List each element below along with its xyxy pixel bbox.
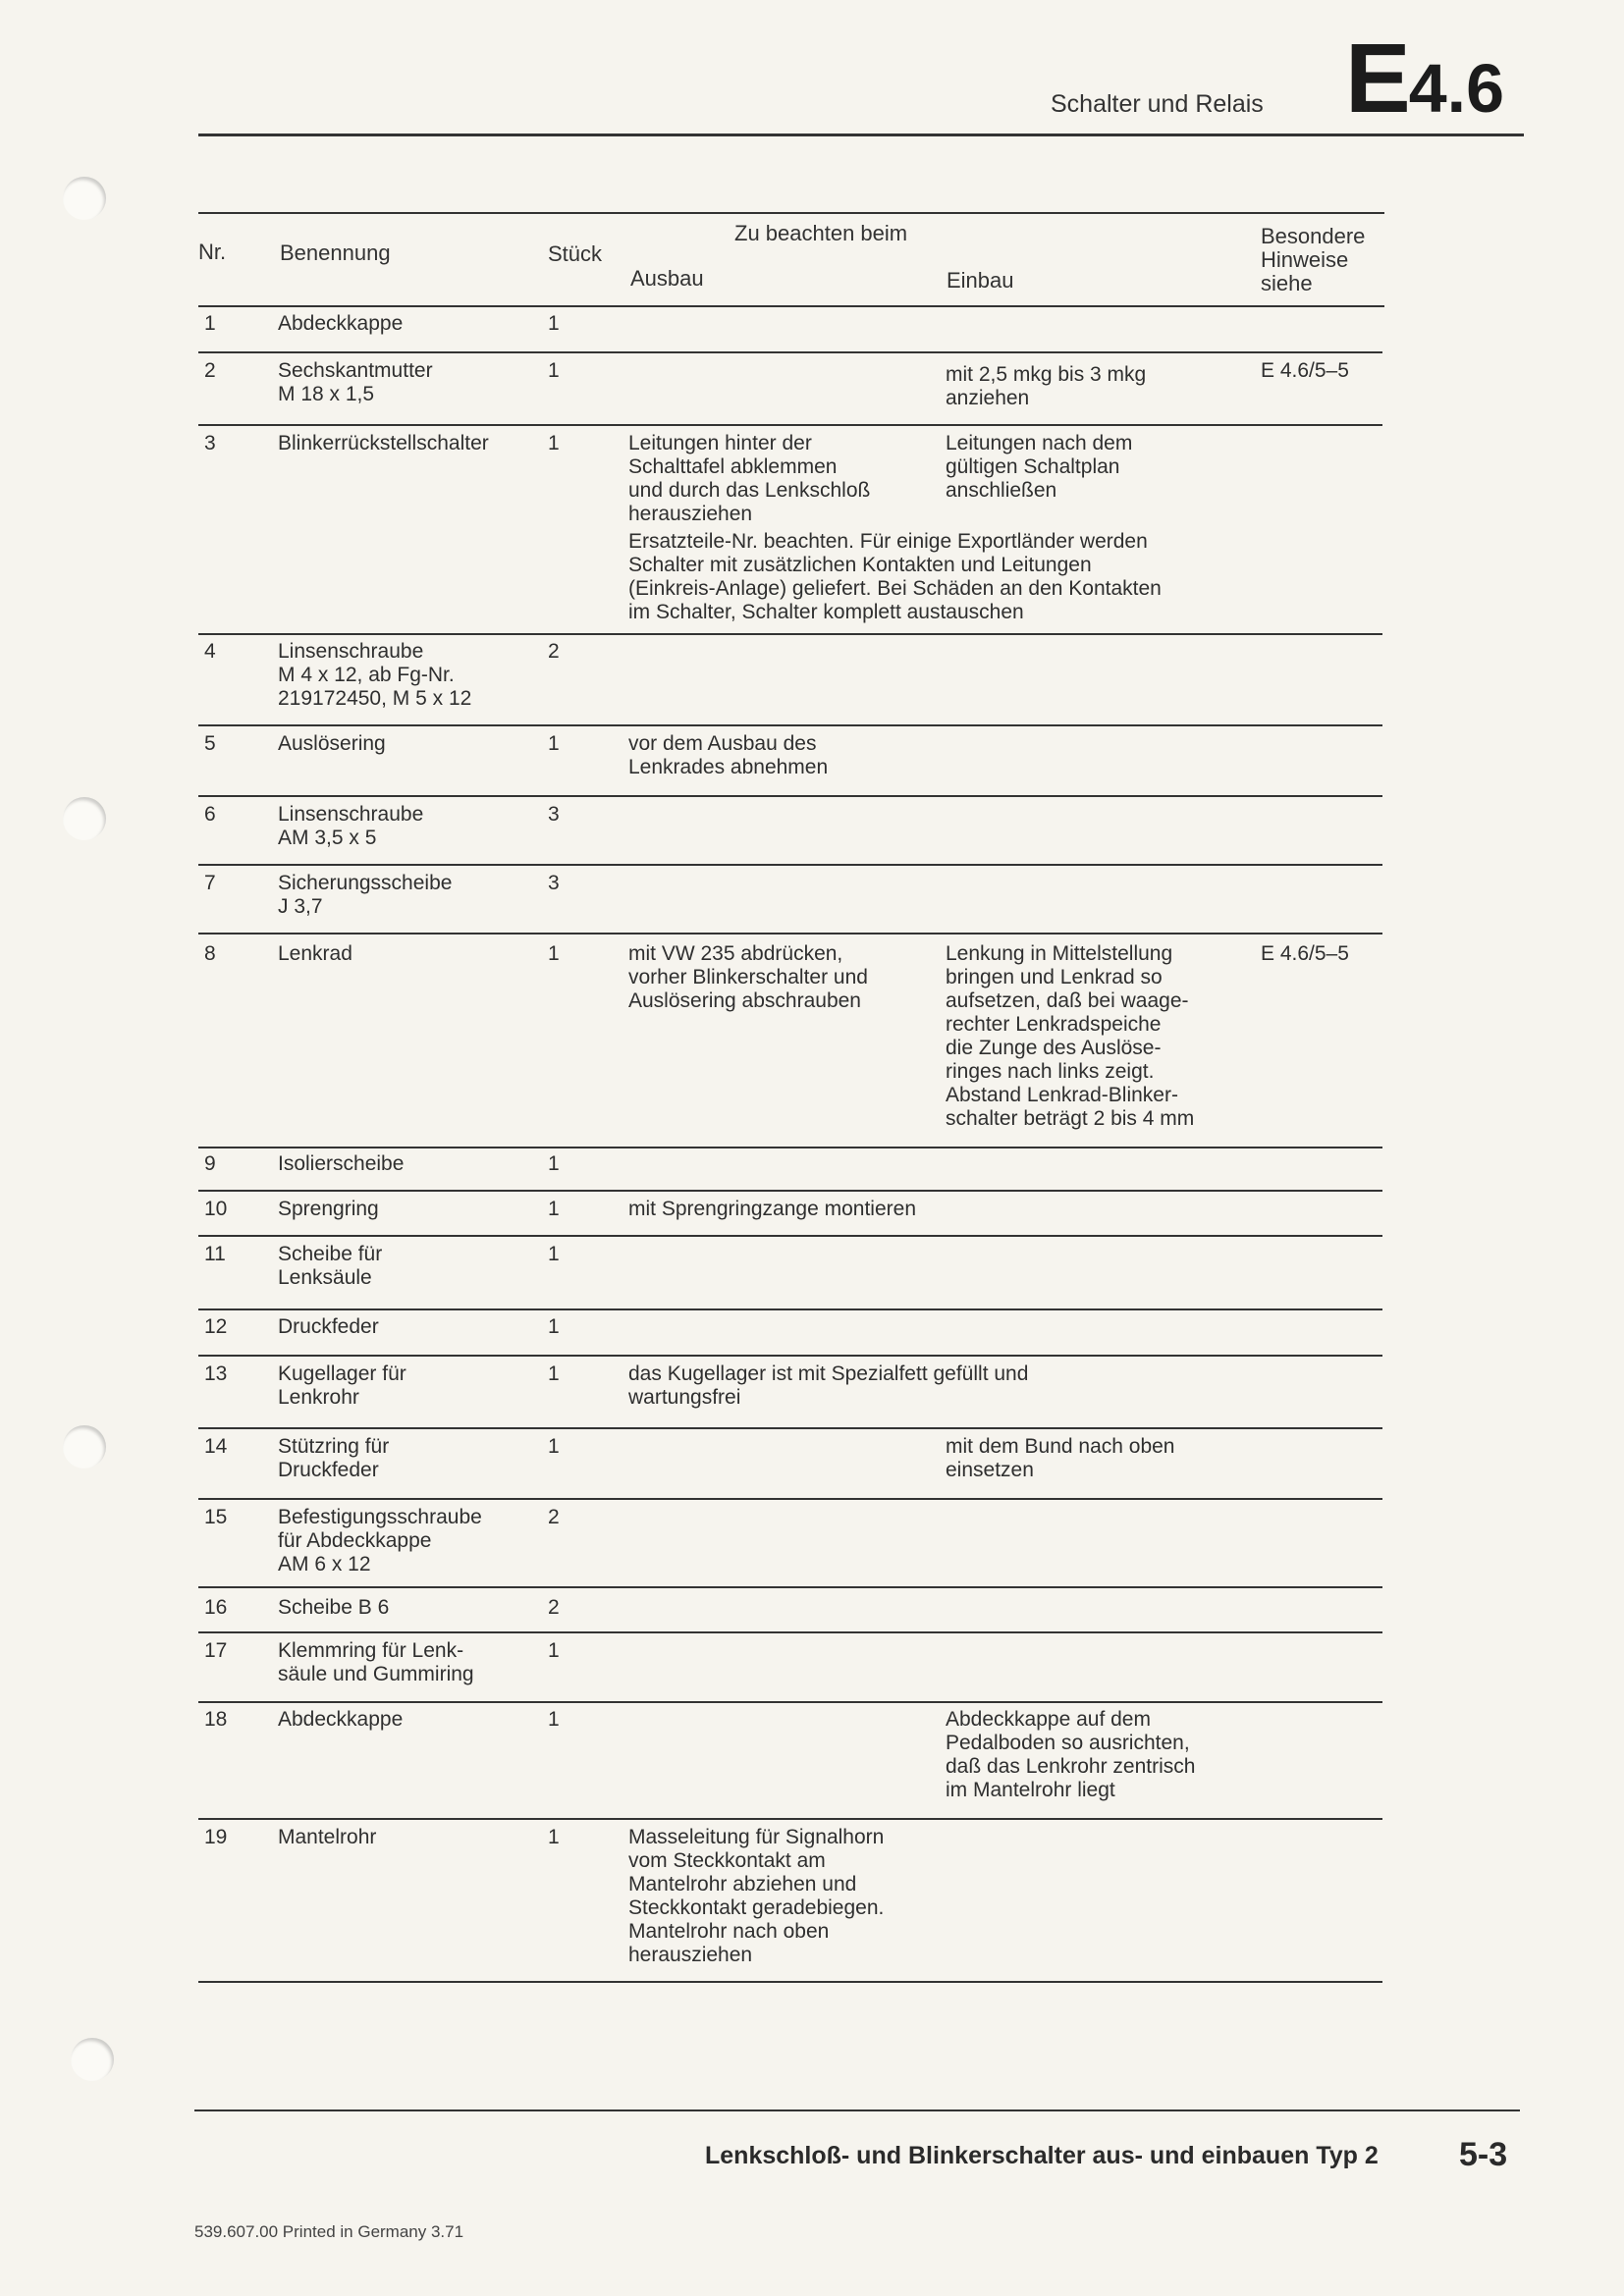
row-number: 6 <box>204 803 216 826</box>
row-part-name: Druckfeder <box>278 1315 379 1338</box>
row-part-name: Stützring für Druckfeder <box>278 1435 390 1481</box>
row-part-name: Scheibe für Lenksäule <box>278 1243 383 1289</box>
row-number: 4 <box>204 640 216 663</box>
row-divider <box>198 424 1382 426</box>
binder-hole <box>63 177 106 220</box>
row-quantity: 1 <box>548 1362 560 1385</box>
row-ausbau-note: Leitungen hinter der Schalttafel abklemmen und durch das Lenkschloß herausziehen <box>628 432 871 525</box>
row-number: 16 <box>204 1596 228 1619</box>
section-code-letter: E <box>1345 24 1409 133</box>
row-number: 15 <box>204 1506 228 1528</box>
row-part-name: Klemmring für Lenk- säule und Gummiring <box>278 1639 474 1685</box>
row-quantity: 1 <box>548 1708 560 1731</box>
header-einbau: Einbau <box>947 268 1014 293</box>
row-number: 10 <box>204 1198 228 1220</box>
row-einbau-note: Leitungen nach dem gültigen Schaltplan anschließen <box>946 432 1133 502</box>
row-quantity: 1 <box>548 1435 560 1458</box>
header-benennung: Benennung <box>280 240 391 265</box>
row-number: 19 <box>204 1826 228 1848</box>
row-quantity: 1 <box>548 1315 560 1338</box>
row-number: 14 <box>204 1435 228 1458</box>
header-ausbau: Ausbau <box>630 266 704 291</box>
row-ausbau-note: das Kugellager ist mit Spezialfett gefüllt und wartungsfrei <box>628 1362 1029 1409</box>
row-number: 1 <box>204 312 216 335</box>
table-top-rule <box>198 212 1384 214</box>
binder-hole <box>63 797 106 840</box>
row-divider <box>198 1235 1382 1237</box>
row-divider <box>198 1586 1382 1588</box>
row-divider <box>198 1818 1382 1820</box>
header-hinweise: Besondere Hinweise siehe <box>1261 224 1366 295</box>
row-part-name: Blinkerrückstellschalter <box>278 432 489 454</box>
row-number: 13 <box>204 1362 228 1385</box>
header-nr: Nr. <box>198 240 227 264</box>
row-quantity: 1 <box>548 312 560 335</box>
row-hinweise: E 4.6/5–5 <box>1261 359 1349 382</box>
header-rule <box>198 133 1524 136</box>
row-ausbau-note: vor dem Ausbau des Lenkrades abnehmen <box>628 732 829 778</box>
row-quantity: 3 <box>548 872 560 894</box>
row-divider <box>198 633 1382 635</box>
row-ausbau-note: Masseleitung für Signalhorn vom Steckkontakt am Mantelrohr abziehen und Steckkontakt geradebiegen. Mantelrohr nach oben herausziehen <box>628 1826 885 1966</box>
row-quantity: 1 <box>548 1639 560 1662</box>
row-quantity: 1 <box>548 942 560 965</box>
row-number: 2 <box>204 359 216 382</box>
row-einbau-note: mit 2,5 mkg bis 3 mkg anziehen <box>946 363 1147 409</box>
print-info: 539.607.00 Printed in Germany 3.71 <box>194 2222 464 2241</box>
footer-rule <box>194 2109 1520 2111</box>
row-divider <box>198 933 1382 934</box>
section-code-number: 4.6 <box>1408 50 1505 127</box>
row-divider <box>198 1190 1382 1192</box>
row-quantity: 1 <box>548 1243 560 1265</box>
row-divider <box>198 351 1382 353</box>
section-title: Schalter und Relais <box>1051 90 1264 118</box>
row-divider <box>198 1981 1382 1983</box>
row-general-note: Ersatzteile-Nr. beachten. Für einige Exportländer werden Schalter mit zusätzlichen Kontakten und Leitungen (Einkreis-Anlage) geliefert. Bei Schäden an den Kontakten im Schalter, Schalter komplett austauschen <box>628 530 1162 623</box>
row-quantity: 2 <box>548 1506 560 1528</box>
row-part-name: Befestigungsschraube für Abdeckkappe AM 6 x 12 <box>278 1506 482 1575</box>
row-einbau-note: Lenkung in Mittelstellung bringen und Lenkrad so aufsetzen, daß bei waage- rechter Lenkradspeiche die Zunge des Auslöse- ringes nach links zeigt. Abstand Lenkrad-Blinker- schalter beträgt 2 bis 4 mm <box>946 942 1195 1130</box>
row-part-name: Abdeckkappe <box>278 312 404 335</box>
row-einbau-note: mit dem Bund nach oben einsetzen <box>946 1435 1175 1481</box>
row-quantity: 1 <box>548 732 560 755</box>
row-part-name: Isolierscheibe <box>278 1152 405 1175</box>
header-zu-beachten: Zu beachten beim <box>734 221 908 245</box>
row-number: 9 <box>204 1152 216 1175</box>
row-quantity: 2 <box>548 640 560 663</box>
row-divider <box>198 1498 1382 1500</box>
row-divider <box>198 1355 1382 1357</box>
binder-hole <box>63 1425 106 1468</box>
row-part-name: Scheibe B 6 <box>278 1596 390 1619</box>
row-einbau-note: Abdeckkappe auf dem Pedalboden so ausrichten, daß das Lenkrohr zentrisch im Mantelrohr liegt <box>946 1708 1196 1801</box>
row-divider <box>198 1308 1382 1310</box>
row-number: 18 <box>204 1708 228 1731</box>
row-divider <box>198 864 1382 866</box>
row-part-name: Sprengring <box>278 1198 379 1220</box>
row-number: 5 <box>204 732 216 755</box>
footer-title: Lenkschloß- und Blinkerschalter aus- und einbauen Typ 2 <box>705 2142 1379 2169</box>
row-number: 17 <box>204 1639 228 1662</box>
row-divider <box>198 795 1382 797</box>
row-part-name: Lenkrad <box>278 942 352 965</box>
row-divider <box>198 1147 1382 1148</box>
row-ausbau-note: mit Sprengringzange montieren <box>628 1198 916 1220</box>
row-quantity: 1 <box>548 432 560 454</box>
section-code <box>1345 24 1505 133</box>
row-quantity: 3 <box>548 803 560 826</box>
row-ausbau-note: mit VW 235 abdrücken, vorher Blinkerschalter und Auslösering abschrauben <box>628 942 868 1012</box>
row-divider <box>198 724 1382 726</box>
row-hinweise: E 4.6/5–5 <box>1261 942 1349 965</box>
header-stueck: Stück <box>548 241 603 266</box>
row-number: 3 <box>204 432 216 454</box>
row-quantity: 2 <box>548 1596 560 1619</box>
row-quantity: 1 <box>548 1152 560 1175</box>
row-quantity: 1 <box>548 359 560 382</box>
row-part-name: Abdeckkappe <box>278 1708 404 1731</box>
row-number: 11 <box>204 1243 226 1265</box>
row-number: 12 <box>204 1315 228 1338</box>
page-number: 5-3 <box>1459 2136 1508 2173</box>
row-number: 8 <box>204 942 216 965</box>
binder-hole <box>71 2038 114 2081</box>
table-header-rule <box>198 305 1384 307</box>
row-divider <box>198 1701 1382 1703</box>
row-quantity: 1 <box>548 1826 560 1848</box>
row-number: 7 <box>204 872 216 894</box>
row-divider <box>198 1427 1382 1429</box>
row-part-name: Linsenschraube M 4 x 12, ab Fg-Nr. 219172450, M 5 x 12 <box>278 640 472 710</box>
row-part-name: Kugellager für Lenkrohr <box>278 1362 406 1409</box>
row-part-name: Sechskantmutter M 18 x 1,5 <box>278 359 433 405</box>
row-part-name: Linsenschraube AM 3,5 x 5 <box>278 803 424 849</box>
row-part-name: Sicherungsscheibe J 3,7 <box>278 872 453 918</box>
row-part-name: Auslösering <box>278 732 386 755</box>
row-quantity: 1 <box>548 1198 560 1220</box>
row-part-name: Mantelrohr <box>278 1826 377 1848</box>
row-divider <box>198 1631 1382 1633</box>
